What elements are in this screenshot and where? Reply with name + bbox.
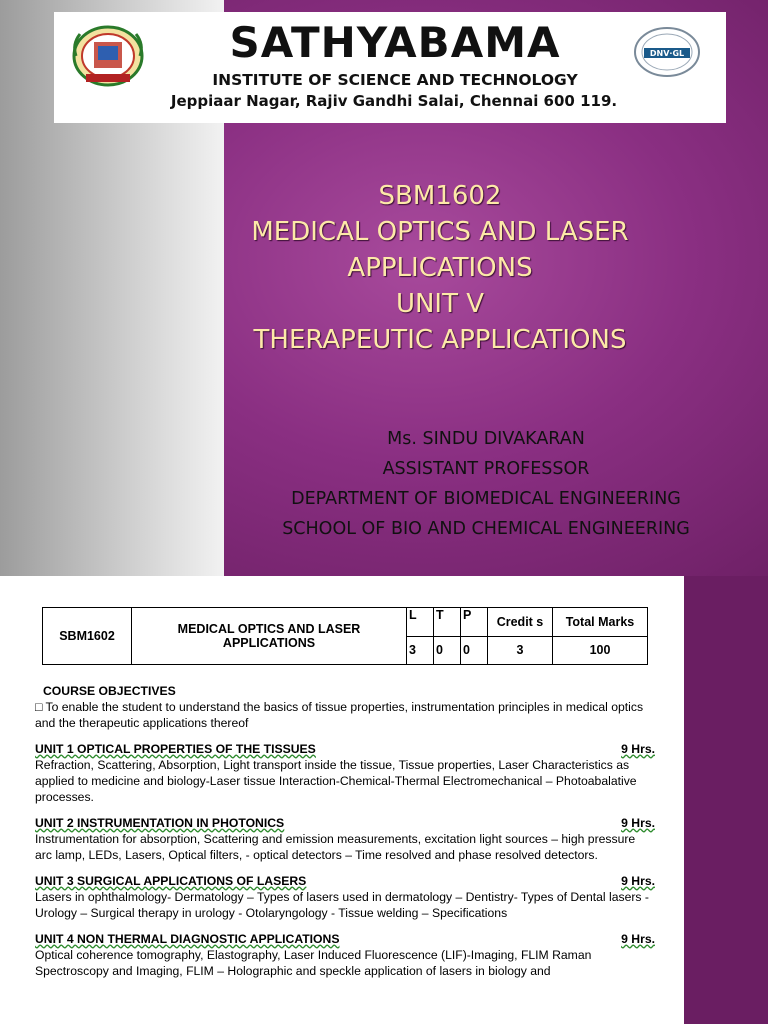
author-designation: ASSISTANT PROFESSOR bbox=[382, 459, 590, 479]
practical-value: 0 bbox=[461, 636, 488, 665]
unit-heading bbox=[35, 931, 655, 947]
institute-name: SATHYABAMA bbox=[229, 18, 561, 67]
credits-value: 3 bbox=[488, 636, 553, 665]
lecture-value: 3 bbox=[407, 636, 434, 665]
institute-subtitle: INSTITUTE OF SCIENCE AND TECHNOLOGY bbox=[212, 71, 578, 89]
institute-address: Jeppiaar Nagar, Rajiv Gandhi Salai, Chennai 600 119. bbox=[170, 92, 618, 110]
unit-description: Refraction, Scattering, Absorption, Light transport inside the tissue, Tissue properties, Laser Characteristics as applied to medicine and biology-Laser tissue Interaction-Chemical-Thermal Electromechanical – Photoabalative processes. bbox=[35, 758, 637, 804]
unit-title: UNIT 1 OPTICAL PROPERTIES OF THE TISSUES bbox=[35, 742, 316, 756]
unit-description: Optical coherence tomography, Elastography, Laser Induced Fluorescence (LIF)-Imaging, FLIM Raman Spectroscopy and Imaging, FLIM – Holographic and speckle application of lasers in biology and bbox=[35, 948, 592, 978]
author-block bbox=[226, 424, 746, 544]
lecture-header: L bbox=[407, 608, 434, 637]
objectives-text: □ To enable the student to understand the basics of tissue properties, instrumentation principles in medical optics and the therapeutic applications thereof bbox=[35, 700, 644, 730]
author-name: Ms. SINDU DIVAKARAN bbox=[387, 429, 585, 449]
slide-title-line: UNIT V bbox=[395, 289, 485, 319]
course-name: MEDICAL OPTICS AND LASER APPLICATIONS bbox=[132, 608, 407, 665]
certification-logo-text: DNV·GL bbox=[649, 49, 685, 58]
slide-title-line: SBM1602 bbox=[378, 181, 502, 211]
tutorial-header: T bbox=[434, 608, 461, 637]
unit-description: Instrumentation for absorption, Scattering and emission measurements, excitation light sources – high pressure arc lamp, LEDs, Lasers, Optical filters, - optical detectors – Time resolved and phase resolved detectors. bbox=[35, 832, 636, 862]
total-marks-value: 100 bbox=[553, 636, 648, 665]
tutorial-value: 0 bbox=[434, 636, 461, 665]
certification-logo-icon bbox=[632, 26, 702, 78]
unit-heading bbox=[35, 741, 655, 757]
slide-title-line: MEDICAL OPTICS AND LASER bbox=[251, 217, 629, 247]
unit-hours: 9 Hrs. bbox=[621, 932, 655, 946]
practical-header: P bbox=[461, 608, 488, 637]
unit-hours: 9 Hrs. bbox=[621, 816, 655, 830]
unit-section bbox=[35, 873, 655, 921]
unit-heading bbox=[35, 873, 655, 889]
unit-title: UNIT 3 SURGICAL APPLICATIONS OF LASERS bbox=[35, 874, 307, 888]
slide-title-line: THERAPEUTIC APPLICATIONS bbox=[253, 325, 627, 355]
course-code: SBM1602 bbox=[43, 608, 132, 665]
unit-hours: 9 Hrs. bbox=[621, 742, 655, 756]
institute-emblem-icon bbox=[70, 24, 146, 88]
author-department: DEPARTMENT OF BIOMEDICAL ENGINEERING bbox=[291, 489, 681, 509]
unit-heading bbox=[35, 815, 655, 831]
syllabus-slide bbox=[0, 576, 768, 1024]
institute-banner bbox=[54, 12, 726, 123]
objectives-heading: COURSE OBJECTIVES bbox=[43, 684, 176, 698]
unit-hours: 9 Hrs. bbox=[621, 874, 655, 888]
unit-section bbox=[35, 741, 655, 805]
unit-title: UNIT 4 NON THERMAL DIAGNOSTIC APPLICATIONS bbox=[35, 932, 340, 946]
unit-description: Lasers in ophthalmology- Dermatology – Types of lasers used in dermatology – Dentistry- Types of Dental lasers - Urology – Surgical therapy in urology - Otolaryngology - Tissue welding – Specifications bbox=[35, 890, 649, 920]
course-info-table bbox=[42, 607, 648, 665]
author-school: SCHOOL OF BIO AND CHEMICAL ENGINEERING bbox=[282, 519, 690, 539]
syllabus-body bbox=[35, 683, 655, 979]
total-marks-header: Total Marks bbox=[553, 608, 648, 637]
unit-section bbox=[35, 815, 655, 863]
unit-title: UNIT 2 INSTRUMENTATION IN PHOTONICS bbox=[35, 816, 285, 830]
credits-header: Credit s bbox=[488, 608, 553, 637]
slide-title bbox=[230, 178, 650, 358]
syllabus-document bbox=[0, 576, 684, 1024]
slide-title-line: APPLICATIONS bbox=[347, 253, 533, 283]
unit-section bbox=[35, 931, 655, 979]
